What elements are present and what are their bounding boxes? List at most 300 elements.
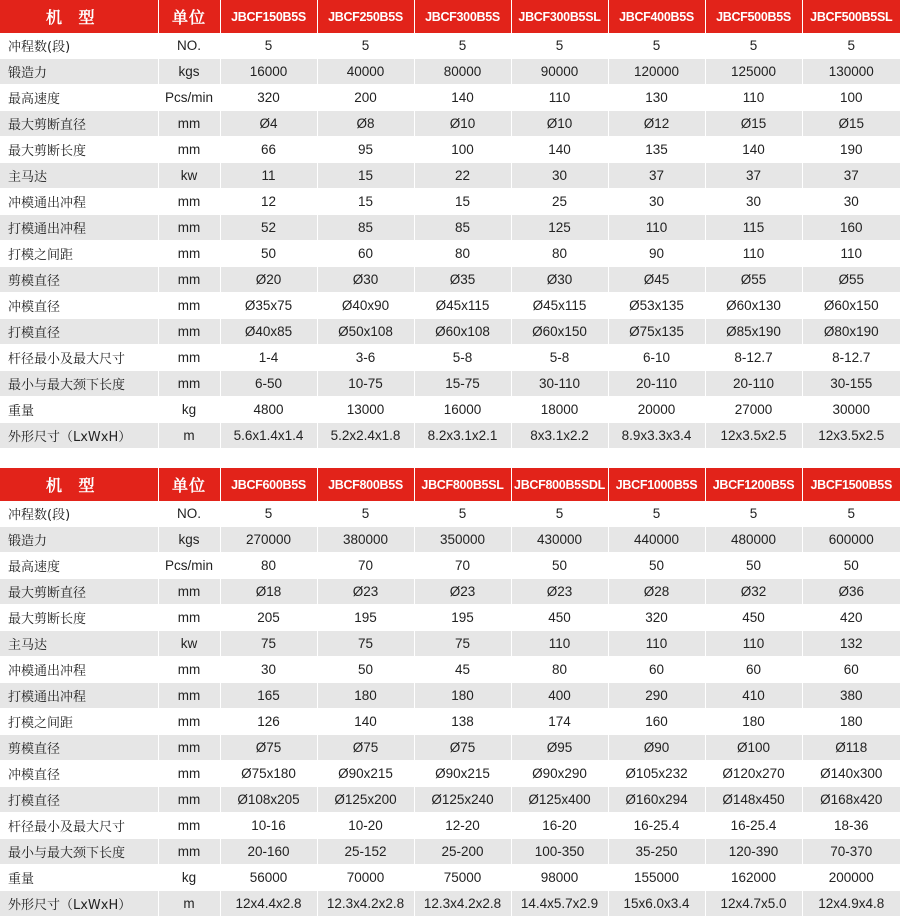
row-unit: NO. <box>158 33 220 59</box>
row-value-cell: Ø45 <box>608 267 705 293</box>
row-param-label: 重量 <box>0 397 158 423</box>
row-param-label: 最大剪断长度 <box>0 605 158 631</box>
row-value-cell: Ø40x85 <box>220 319 317 345</box>
row-value-cell: 8-12.7 <box>802 345 900 371</box>
row-value-cell: Ø100 <box>705 735 802 761</box>
row-value-cell: 110 <box>608 631 705 657</box>
row-unit: Pcs/min <box>158 553 220 579</box>
table-row <box>0 761 900 787</box>
row-value-cell: 12x4.7x5.0 <box>705 891 802 917</box>
table-row <box>0 605 900 631</box>
table-row <box>0 371 900 397</box>
table-row <box>0 33 900 59</box>
row-value-cell: 80 <box>220 553 317 579</box>
row-param-label: 打模直径 <box>0 319 158 345</box>
row-value-cell: Ø40x90 <box>317 293 414 319</box>
row-value-cell: 16-20 <box>511 813 608 839</box>
row-value-cell: 8x3.1x2.2 <box>511 423 608 449</box>
table-row <box>0 631 900 657</box>
row-value-cell: 100-350 <box>511 839 608 865</box>
table-header-row <box>0 0 900 33</box>
row-value-cell: 12x4.4x2.8 <box>220 891 317 917</box>
row-unit: mm <box>158 657 220 683</box>
row-unit: kgs <box>158 527 220 553</box>
row-value-cell: 5 <box>220 501 317 527</box>
row-value-cell: 180 <box>705 709 802 735</box>
row-value-cell: 70 <box>414 553 511 579</box>
row-unit: kg <box>158 397 220 423</box>
row-value-cell: 30 <box>220 657 317 683</box>
row-unit: mm <box>158 111 220 137</box>
row-param-label: 杆径最小及最大尺寸 <box>0 813 158 839</box>
row-value-cell: Ø45x115 <box>414 293 511 319</box>
row-value-cell: 16-25.4 <box>608 813 705 839</box>
row-unit: m <box>158 423 220 449</box>
row-value-cell: 16000 <box>220 59 317 85</box>
row-value-cell: 50 <box>705 553 802 579</box>
row-value-cell: 70-370 <box>802 839 900 865</box>
row-value-cell: 80 <box>414 241 511 267</box>
table-row <box>0 579 900 605</box>
row-value-cell: 14.4x5.7x2.9 <box>511 891 608 917</box>
row-value-cell: 80 <box>511 657 608 683</box>
row-param-label: 剪模直径 <box>0 735 158 761</box>
row-value-cell: 5-8 <box>511 345 608 371</box>
row-value-cell: 1-4 <box>220 345 317 371</box>
row-value-cell: 15 <box>414 189 511 215</box>
row-param-label: 打模之间距 <box>0 241 158 267</box>
row-unit: mm <box>158 839 220 865</box>
row-value-cell: 80 <box>511 241 608 267</box>
row-value-cell: Ø168x420 <box>802 787 900 813</box>
row-value-cell: Ø90x290 <box>511 761 608 787</box>
table-row <box>0 735 900 761</box>
row-value-cell: 85 <box>317 215 414 241</box>
table-row <box>0 215 900 241</box>
row-value-cell: Ø140x300 <box>802 761 900 787</box>
row-param-label: 打模之间距 <box>0 709 158 735</box>
table-row <box>0 163 900 189</box>
row-value-cell: 12.3x4.2x2.8 <box>414 891 511 917</box>
row-value-cell: 400 <box>511 683 608 709</box>
row-value-cell: 380000 <box>317 527 414 553</box>
row-value-cell: 25 <box>511 189 608 215</box>
row-value-cell: Ø108x205 <box>220 787 317 813</box>
row-value-cell: 5 <box>802 501 900 527</box>
row-value-cell: 12x3.5x2.5 <box>705 423 802 449</box>
table-row <box>0 423 900 449</box>
row-value-cell: 5 <box>414 33 511 59</box>
row-param-label: 最小与最大颈下长度 <box>0 839 158 865</box>
row-value-cell: 180 <box>802 709 900 735</box>
row-unit: mm <box>158 761 220 787</box>
row-value-cell: 3-6 <box>317 345 414 371</box>
row-unit: mm <box>158 137 220 163</box>
row-param-label: 重量 <box>0 865 158 891</box>
row-value-cell: 27000 <box>705 397 802 423</box>
row-unit: NO. <box>158 501 220 527</box>
row-value-cell: Ø55 <box>705 267 802 293</box>
row-value-cell: Ø55 <box>802 267 900 293</box>
row-unit: mm <box>158 709 220 735</box>
row-value-cell: 100 <box>414 137 511 163</box>
row-value-cell: 30 <box>608 189 705 215</box>
row-value-cell: 50 <box>608 553 705 579</box>
row-value-cell: Ø120x270 <box>705 761 802 787</box>
row-value-cell: 200000 <box>802 865 900 891</box>
row-param-label: 冲程数(段) <box>0 501 158 527</box>
table-row <box>0 189 900 215</box>
header-model-name: JBCF1000B5S <box>608 468 705 501</box>
row-value-cell: 100 <box>802 85 900 111</box>
row-value-cell: 155000 <box>608 865 705 891</box>
table-row <box>0 319 900 345</box>
row-value-cell: 130 <box>608 85 705 111</box>
row-value-cell: 200 <box>317 85 414 111</box>
row-value-cell: 12.3x4.2x2.8 <box>317 891 414 917</box>
header-model-name: JBCF800B5SDL <box>511 468 608 501</box>
row-value-cell: Ø60x108 <box>414 319 511 345</box>
row-value-cell: 75 <box>220 631 317 657</box>
row-value-cell: Ø160x294 <box>608 787 705 813</box>
row-param-label: 最高速度 <box>0 85 158 111</box>
table-row <box>0 553 900 579</box>
row-value-cell: 6-50 <box>220 371 317 397</box>
row-param-label: 冲模直径 <box>0 761 158 787</box>
row-value-cell: 35-250 <box>608 839 705 865</box>
table-row <box>0 709 900 735</box>
row-value-cell: 20-110 <box>608 371 705 397</box>
row-value-cell: 110 <box>511 85 608 111</box>
row-value-cell: Ø60x130 <box>705 293 802 319</box>
table-row <box>0 397 900 423</box>
row-value-cell: 5 <box>317 33 414 59</box>
table-row <box>0 683 900 709</box>
row-value-cell: Ø45x115 <box>511 293 608 319</box>
row-unit: mm <box>158 241 220 267</box>
row-value-cell: 45 <box>414 657 511 683</box>
row-value-cell: 37 <box>705 163 802 189</box>
row-unit: kg <box>158 865 220 891</box>
row-value-cell: Ø125x240 <box>414 787 511 813</box>
row-value-cell: 205 <box>220 605 317 631</box>
row-value-cell: 70 <box>317 553 414 579</box>
row-unit: mm <box>158 215 220 241</box>
spec-table-1 <box>0 0 900 449</box>
row-value-cell: Ø105x232 <box>608 761 705 787</box>
row-value-cell: 50 <box>317 657 414 683</box>
row-value-cell: Ø23 <box>317 579 414 605</box>
row-param-label: 冲模直径 <box>0 293 158 319</box>
row-value-cell: 80000 <box>414 59 511 85</box>
row-unit: mm <box>158 345 220 371</box>
row-value-cell: 37 <box>608 163 705 189</box>
spec-table-2 <box>0 468 900 917</box>
row-value-cell: 190 <box>802 137 900 163</box>
row-value-cell: 30000 <box>802 397 900 423</box>
row-value-cell: 350000 <box>414 527 511 553</box>
row-value-cell: 5 <box>608 501 705 527</box>
row-param-label: 打模通出冲程 <box>0 215 158 241</box>
row-value-cell: 10-75 <box>317 371 414 397</box>
row-value-cell: 5 <box>802 33 900 59</box>
row-value-cell: 450 <box>705 605 802 631</box>
row-value-cell: Ø75x135 <box>608 319 705 345</box>
row-value-cell: 75000 <box>414 865 511 891</box>
row-param-label: 主马达 <box>0 631 158 657</box>
header-model-name: JBCF800B5SL <box>414 468 511 501</box>
row-value-cell: 37 <box>802 163 900 189</box>
row-value-cell: Ø36 <box>802 579 900 605</box>
row-value-cell: 110 <box>705 631 802 657</box>
row-value-cell: 18000 <box>511 397 608 423</box>
table-row <box>0 111 900 137</box>
row-value-cell: Ø35 <box>414 267 511 293</box>
row-unit: mm <box>158 683 220 709</box>
row-value-cell: Ø60x150 <box>802 293 900 319</box>
header-unit-label: 单位 <box>158 468 220 501</box>
table-row <box>0 293 900 319</box>
row-value-cell: 60 <box>608 657 705 683</box>
row-value-cell: 5 <box>705 33 802 59</box>
row-value-cell: 8.9x3.3x3.4 <box>608 423 705 449</box>
row-value-cell: Ø30 <box>317 267 414 293</box>
row-value-cell: Ø75 <box>414 735 511 761</box>
row-value-cell: 30 <box>511 163 608 189</box>
row-value-cell: 8-12.7 <box>705 345 802 371</box>
row-value-cell: 15 <box>317 189 414 215</box>
row-value-cell: Ø90 <box>608 735 705 761</box>
row-unit: mm <box>158 371 220 397</box>
header-model-name: JBCF250B5S <box>317 0 414 33</box>
row-value-cell: 90000 <box>511 59 608 85</box>
row-value-cell: 5 <box>220 33 317 59</box>
row-value-cell: Ø35x75 <box>220 293 317 319</box>
row-value-cell: 138 <box>414 709 511 735</box>
row-value-cell: Ø85x190 <box>705 319 802 345</box>
row-value-cell: 30 <box>802 189 900 215</box>
row-unit: kgs <box>158 59 220 85</box>
row-value-cell: 75 <box>414 631 511 657</box>
row-param-label: 外形尺寸（LxWxH） <box>0 891 158 917</box>
row-value-cell: Ø12 <box>608 111 705 137</box>
row-value-cell: 50 <box>802 553 900 579</box>
row-value-cell: 180 <box>317 683 414 709</box>
row-value-cell: 30 <box>705 189 802 215</box>
row-value-cell: 320 <box>220 85 317 111</box>
row-value-cell: 66 <box>220 137 317 163</box>
row-value-cell: 174 <box>511 709 608 735</box>
row-value-cell: 180 <box>414 683 511 709</box>
header-model-name: JBCF400B5S <box>608 0 705 33</box>
row-value-cell: 110 <box>802 241 900 267</box>
row-unit: mm <box>158 735 220 761</box>
row-unit: kw <box>158 163 220 189</box>
row-value-cell: Ø4 <box>220 111 317 137</box>
row-value-cell: Ø8 <box>317 111 414 137</box>
row-value-cell: 6-10 <box>608 345 705 371</box>
row-value-cell: Ø20 <box>220 267 317 293</box>
row-value-cell: 12 <box>220 189 317 215</box>
row-value-cell: 20000 <box>608 397 705 423</box>
table-row <box>0 267 900 293</box>
row-value-cell: 15x6.0x3.4 <box>608 891 705 917</box>
row-value-cell: 135 <box>608 137 705 163</box>
row-param-label: 主马达 <box>0 163 158 189</box>
row-value-cell: Ø30 <box>511 267 608 293</box>
row-value-cell: 450 <box>511 605 608 631</box>
row-value-cell: 95 <box>317 137 414 163</box>
row-value-cell: 140 <box>705 137 802 163</box>
row-unit: mm <box>158 319 220 345</box>
row-value-cell: 22 <box>414 163 511 189</box>
row-value-cell: 15-75 <box>414 371 511 397</box>
row-value-cell: Ø75 <box>317 735 414 761</box>
row-value-cell: Ø28 <box>608 579 705 605</box>
row-value-cell: 20-110 <box>705 371 802 397</box>
row-value-cell: 5-8 <box>414 345 511 371</box>
row-value-cell: 30-110 <box>511 371 608 397</box>
row-value-cell: 5 <box>511 33 608 59</box>
table-row <box>0 891 900 917</box>
row-value-cell: 162000 <box>705 865 802 891</box>
row-param-label: 冲程数(段) <box>0 33 158 59</box>
row-unit: m <box>158 891 220 917</box>
row-value-cell: 60 <box>317 241 414 267</box>
row-value-cell: 320 <box>608 605 705 631</box>
header-model-name: JBCF300B5SL <box>511 0 608 33</box>
row-value-cell: Ø15 <box>802 111 900 137</box>
row-unit: mm <box>158 189 220 215</box>
table-row <box>0 137 900 163</box>
row-value-cell: Ø80x190 <box>802 319 900 345</box>
header-model-label: 机 型 <box>0 468 158 501</box>
row-unit: kw <box>158 631 220 657</box>
row-value-cell: 195 <box>414 605 511 631</box>
row-value-cell: 18-36 <box>802 813 900 839</box>
row-value-cell: 98000 <box>511 865 608 891</box>
row-value-cell: 110 <box>705 241 802 267</box>
row-value-cell: Ø90x215 <box>414 761 511 787</box>
row-value-cell: 270000 <box>220 527 317 553</box>
row-value-cell: Ø23 <box>511 579 608 605</box>
row-param-label: 锻造力 <box>0 527 158 553</box>
row-value-cell: Ø23 <box>414 579 511 605</box>
header-model-label: 机 型 <box>0 0 158 33</box>
row-value-cell: 60 <box>802 657 900 683</box>
table-row <box>0 59 900 85</box>
row-value-cell: Ø53x135 <box>608 293 705 319</box>
row-value-cell: 140 <box>511 137 608 163</box>
row-value-cell: 5 <box>414 501 511 527</box>
row-value-cell: 56000 <box>220 865 317 891</box>
row-value-cell: Ø118 <box>802 735 900 761</box>
row-value-cell: 70000 <box>317 865 414 891</box>
row-param-label: 冲模通出冲程 <box>0 189 158 215</box>
row-value-cell: 15 <box>317 163 414 189</box>
row-unit: Pcs/min <box>158 85 220 111</box>
row-value-cell: 75 <box>317 631 414 657</box>
row-value-cell: 50 <box>220 241 317 267</box>
row-param-label: 打模通出冲程 <box>0 683 158 709</box>
table-row <box>0 787 900 813</box>
row-value-cell: Ø10 <box>414 111 511 137</box>
row-param-label: 杆径最小及最大尺寸 <box>0 345 158 371</box>
row-value-cell: Ø125x400 <box>511 787 608 813</box>
header-model-name: JBCF300B5S <box>414 0 511 33</box>
table-row <box>0 813 900 839</box>
row-value-cell: 5 <box>511 501 608 527</box>
row-value-cell: 132 <box>802 631 900 657</box>
row-value-cell: Ø148x450 <box>705 787 802 813</box>
row-param-label: 冲模通出冲程 <box>0 657 158 683</box>
row-value-cell: 125000 <box>705 59 802 85</box>
row-value-cell: Ø32 <box>705 579 802 605</box>
row-unit: mm <box>158 787 220 813</box>
table-row <box>0 85 900 111</box>
row-value-cell: 430000 <box>511 527 608 553</box>
row-value-cell: 5 <box>317 501 414 527</box>
row-unit: mm <box>158 267 220 293</box>
table-row <box>0 241 900 267</box>
row-value-cell: 110 <box>511 631 608 657</box>
header-model-name: JBCF1200B5S <box>705 468 802 501</box>
header-model-name: JBCF1500B5S <box>802 468 900 501</box>
row-unit: mm <box>158 605 220 631</box>
row-value-cell: 165 <box>220 683 317 709</box>
row-value-cell: 10-16 <box>220 813 317 839</box>
row-param-label: 最高速度 <box>0 553 158 579</box>
row-value-cell: 13000 <box>317 397 414 423</box>
table-row <box>0 839 900 865</box>
table-row <box>0 657 900 683</box>
row-value-cell: 11 <box>220 163 317 189</box>
row-value-cell: 85 <box>414 215 511 241</box>
row-value-cell: Ø10 <box>511 111 608 137</box>
header-model-name: JBCF600B5S <box>220 468 317 501</box>
row-value-cell: 25-200 <box>414 839 511 865</box>
row-param-label: 剪模直径 <box>0 267 158 293</box>
header-model-name: JBCF800B5S <box>317 468 414 501</box>
row-value-cell: Ø50x108 <box>317 319 414 345</box>
row-value-cell: 130000 <box>802 59 900 85</box>
table-header-row <box>0 468 900 501</box>
table-row <box>0 501 900 527</box>
table-row <box>0 865 900 891</box>
row-value-cell: 12-20 <box>414 813 511 839</box>
row-value-cell: 115 <box>705 215 802 241</box>
row-value-cell: 290 <box>608 683 705 709</box>
row-value-cell: 126 <box>220 709 317 735</box>
row-value-cell: 8.2x3.1x2.1 <box>414 423 511 449</box>
row-param-label: 打模直径 <box>0 787 158 813</box>
row-value-cell: 90 <box>608 241 705 267</box>
row-value-cell: 12x4.9x4.8 <box>802 891 900 917</box>
row-value-cell: 5.6x1.4x1.4 <box>220 423 317 449</box>
row-value-cell: 140 <box>317 709 414 735</box>
row-param-label: 外形尺寸（LxWxH） <box>0 423 158 449</box>
row-unit: mm <box>158 293 220 319</box>
row-value-cell: 480000 <box>705 527 802 553</box>
row-unit: mm <box>158 579 220 605</box>
row-value-cell: 195 <box>317 605 414 631</box>
table-row <box>0 345 900 371</box>
row-param-label: 锻造力 <box>0 59 158 85</box>
row-value-cell: 40000 <box>317 59 414 85</box>
row-value-cell: Ø125x200 <box>317 787 414 813</box>
table-row <box>0 527 900 553</box>
row-param-label: 最小与最大颈下长度 <box>0 371 158 397</box>
